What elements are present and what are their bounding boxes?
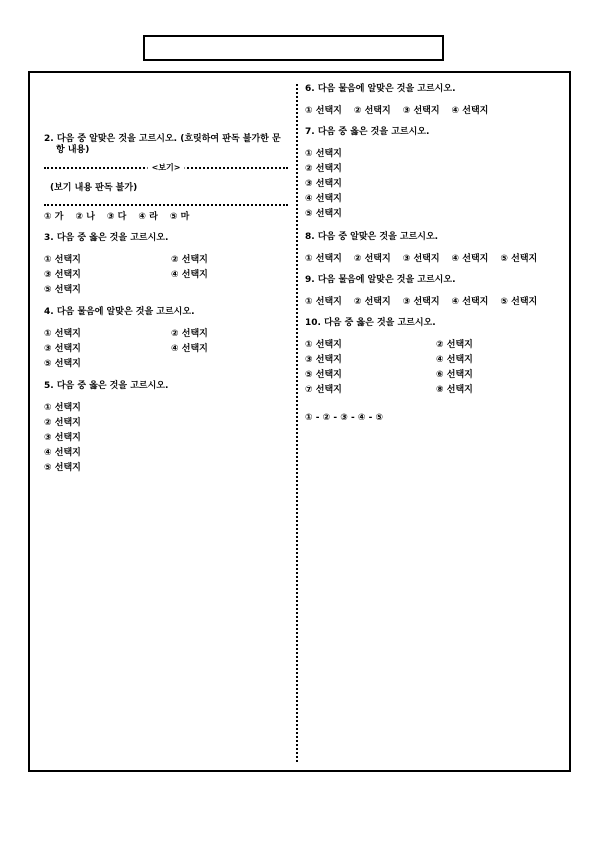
option[interactable]: ② 선택지 (353, 297, 391, 307)
hint-label: <보기> (148, 162, 185, 173)
option[interactable]: ⑤ 마 (169, 212, 190, 222)
option[interactable]: ② 선택지 (305, 164, 342, 174)
option[interactable]: ③ 선택지 (44, 344, 81, 354)
hint-options (44, 212, 288, 223)
option[interactable]: ④ 선택지 (171, 344, 208, 354)
option[interactable]: ① 선택지 (305, 149, 342, 159)
option[interactable]: ① 선택지 (305, 297, 342, 307)
question-4 (44, 307, 288, 318)
hint-top-divider (44, 163, 288, 172)
option[interactable]: ⑧ 선택지 (436, 385, 473, 395)
question-8 (305, 232, 557, 243)
question-6 (305, 84, 557, 95)
question-text: 5. 다음 중 옳은 것을 고르시오. (44, 381, 169, 391)
question-4-options (44, 329, 288, 370)
question-7 (305, 127, 557, 138)
option[interactable]: ② 나 (75, 212, 95, 222)
question-text: 3. 다음 중 옳은 것을 고르시오. (44, 233, 169, 243)
option[interactable]: ⑦ 선택지 (305, 385, 342, 395)
option[interactable]: ⑤ 선택지 (500, 297, 538, 307)
hint-box (44, 175, 288, 198)
option[interactable]: ① 선택지 (305, 254, 342, 264)
option[interactable]: ④ 선택지 (451, 106, 489, 116)
option[interactable]: ⑤ 선택지 (500, 254, 538, 264)
question-3 (44, 233, 288, 244)
question-6-options (305, 106, 557, 117)
option[interactable]: ③ 선택지 (402, 106, 440, 116)
title-box (143, 35, 444, 61)
option[interactable]: ② 선택지 (353, 254, 391, 264)
option[interactable]: ⑤ 선택지 (305, 370, 342, 380)
question-5 (44, 381, 288, 392)
option[interactable]: ① 선택지 (305, 106, 342, 116)
option[interactable]: ③ 다 (106, 212, 127, 222)
option[interactable]: ① 선택지 (305, 340, 342, 350)
option[interactable]: ③ 선택지 (402, 297, 440, 307)
option[interactable]: ② 선택지 (436, 340, 473, 350)
question-text: 7. 다음 중 옳은 것을 고르시오. (305, 127, 430, 137)
question-8-options (305, 254, 557, 265)
option[interactable]: ① 선택지 (44, 403, 81, 413)
question-text: 10. 다음 중 옳은 것을 고르시오. (305, 318, 436, 328)
hint-text: (보기 내용 판독 불가) (50, 183, 138, 193)
question-3-options (44, 255, 288, 296)
option[interactable]: ② 선택지 (44, 418, 81, 428)
option[interactable]: ④ 선택지 (451, 297, 489, 307)
question-2 (44, 134, 288, 156)
hint-bottom-divider (44, 204, 288, 206)
option[interactable]: ① 가 (44, 212, 64, 222)
option[interactable]: ② 선택지 (171, 255, 208, 265)
right-column (305, 84, 557, 424)
option[interactable]: ⑥ 선택지 (436, 370, 473, 380)
option[interactable]: ② 선택지 (171, 329, 208, 339)
question-text: 6. 다음 물음에 알맞은 것을 고르시오. (305, 84, 456, 94)
column-divider (296, 84, 298, 762)
option[interactable]: ④ 선택지 (44, 448, 81, 458)
left-column (44, 134, 288, 486)
question-text: 4. 다음 물음에 알맞은 것을 고르시오. (44, 307, 195, 317)
option[interactable]: ⑤ 선택지 (44, 359, 81, 369)
option[interactable]: ③ 선택지 (44, 433, 81, 443)
option[interactable]: ④ 라 (138, 212, 158, 222)
option[interactable]: ④ 선택지 (305, 194, 342, 204)
option[interactable]: ⑤ 선택지 (305, 209, 342, 219)
option[interactable]: ④ 선택지 (436, 355, 473, 365)
option[interactable]: ③ 선택지 (44, 270, 81, 280)
option[interactable]: ④ 선택지 (451, 254, 489, 264)
option[interactable]: ① 선택지 (44, 329, 81, 339)
question-text: 9. 다음 물음에 알맞은 것을 고르시오. (305, 275, 456, 285)
question-10 (305, 318, 557, 329)
question-5-options (44, 403, 288, 474)
option[interactable]: ⑤ 선택지 (44, 463, 81, 473)
question-10-options (305, 340, 557, 396)
option[interactable]: ④ 선택지 (171, 270, 208, 280)
question-9-options (305, 297, 557, 308)
question-9 (305, 275, 557, 286)
option[interactable]: ② 선택지 (353, 106, 391, 116)
option[interactable]: ① 선택지 (44, 255, 81, 265)
answer-row: ① - ② - ③ - ④ - ⑤ (305, 413, 384, 423)
question-text: 8. 다음 중 알맞은 것을 고르시오. (305, 232, 439, 242)
option[interactable]: ③ 선택지 (305, 355, 342, 365)
option[interactable]: ③ 선택지 (402, 254, 440, 264)
option[interactable]: ③ 선택지 (305, 179, 342, 189)
option[interactable]: ⑤ 선택지 (44, 285, 81, 295)
question-text: 2. 다음 중 알맞은 것을 고르시오. (흐릿하여 판독 불가한 문항 내용) (44, 134, 281, 155)
question-7-options (305, 149, 557, 220)
